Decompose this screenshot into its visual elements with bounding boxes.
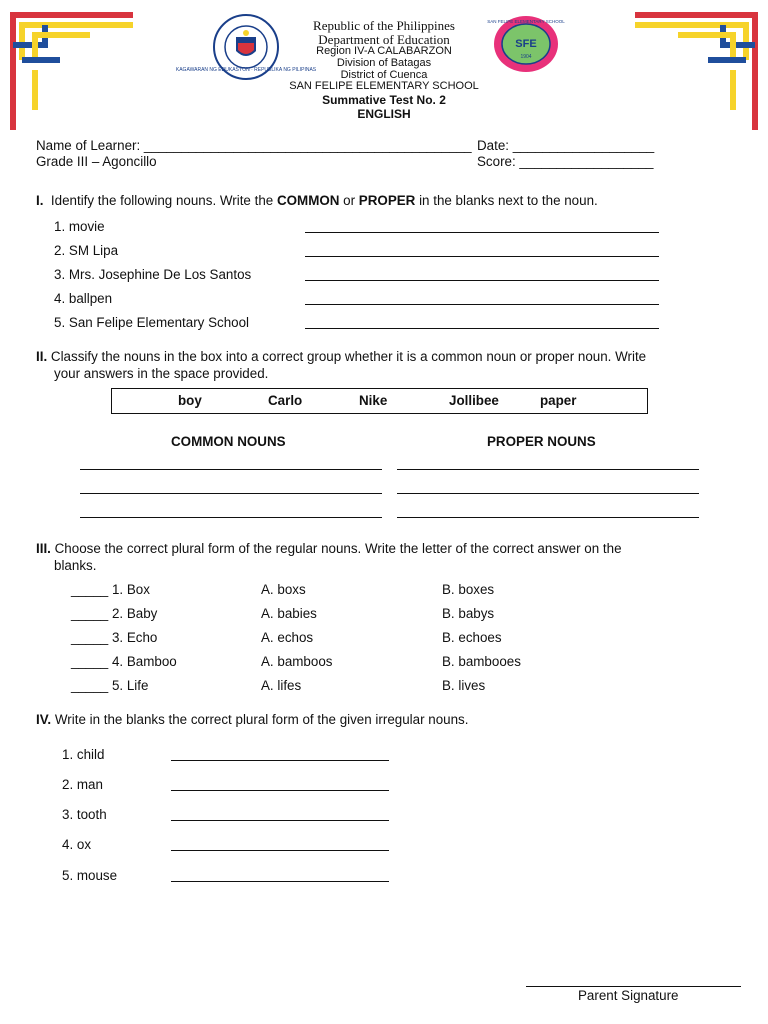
part3-question: _____ 4. Bamboo bbox=[71, 654, 177, 669]
test-title: Summative Test No. 2 bbox=[322, 93, 446, 107]
header-school: SAN FELIPE ELEMENTARY SCHOOL bbox=[289, 80, 479, 92]
part4-item: 4. ox bbox=[62, 837, 92, 852]
school-seal-year: 1904 bbox=[520, 54, 532, 60]
part1-item: 3. Mrs. Josephine De Los Santos bbox=[54, 267, 252, 282]
answer-blank[interactable] bbox=[171, 850, 389, 851]
common-nouns-header: COMMON NOUNS bbox=[171, 434, 286, 449]
word-box-item: Nike bbox=[359, 393, 388, 408]
part3-option-b: B. lives bbox=[442, 678, 486, 693]
header-division: Division of Batagas bbox=[336, 57, 432, 69]
answer-blank[interactable] bbox=[171, 881, 389, 882]
part3-option-a: A. lifes bbox=[261, 678, 302, 693]
part3-question: _____ 5. Life bbox=[71, 678, 149, 693]
part3-option-a: A. babies bbox=[261, 606, 317, 621]
word-box-item: Carlo bbox=[268, 393, 303, 408]
school-seal-text: SAN FELIPE ELEMENTARY SCHOOL bbox=[487, 19, 565, 24]
answer-blank[interactable] bbox=[171, 760, 389, 761]
part3-option-a: A. boxs bbox=[261, 582, 306, 597]
proper-answer-blank[interactable] bbox=[397, 517, 699, 518]
answer-blank[interactable] bbox=[171, 790, 389, 791]
word-box-item: paper bbox=[540, 393, 577, 408]
answer-blank[interactable] bbox=[305, 256, 659, 257]
part3-option-b: B. boxes bbox=[442, 582, 495, 597]
part3-instruction-line2: blanks. bbox=[54, 558, 97, 573]
deped-seal-text: KAGAWARAN NG EDUKASYON · REPUBLIKA NG PILIPINAS bbox=[175, 67, 317, 73]
part3-option-b: B. babys bbox=[442, 606, 495, 621]
part1-item: 2. SM Lipa bbox=[54, 243, 119, 258]
date-field: Date: ___________________ bbox=[477, 138, 655, 153]
header-republic: Republic of the Philippines bbox=[313, 18, 455, 33]
part3-option-b: B. bambooes bbox=[442, 654, 521, 669]
answer-blank[interactable] bbox=[171, 820, 389, 821]
part2-instruction-line2: your answers in the space provided. bbox=[54, 366, 269, 381]
school-seal-monogram: SFE bbox=[515, 38, 537, 50]
common-answer-blank[interactable] bbox=[80, 493, 382, 494]
word-box-item: boy bbox=[178, 393, 202, 408]
part3-option-a: A. echos bbox=[261, 630, 314, 645]
proper-nouns-header: PROPER NOUNS bbox=[487, 434, 596, 449]
proper-answer-blank[interactable] bbox=[397, 493, 699, 494]
parent-signature-label: Parent Signature bbox=[578, 988, 679, 1003]
subject-title: ENGLISH bbox=[357, 107, 411, 121]
part3-question: _____ 1. Box bbox=[71, 582, 150, 597]
part3-question: _____ 2. Baby bbox=[71, 606, 158, 621]
answer-blank[interactable] bbox=[305, 232, 659, 233]
header-region: Region IV-A CALABARZON bbox=[316, 45, 452, 57]
part1-item: 1. movie bbox=[54, 219, 105, 234]
word-box-item: Jollibee bbox=[449, 393, 499, 408]
part3-instruction-line1: III. Choose the correct plural form of the regular nouns. Write the letter of the correct answer on the bbox=[36, 541, 622, 556]
common-answer-blank[interactable] bbox=[80, 517, 382, 518]
part3-option-a: A. bamboos bbox=[261, 654, 333, 669]
part4-instruction: IV. Write in the blanks the correct plural form of the given irregular nouns. bbox=[36, 712, 469, 727]
part3-question: _____ 3. Echo bbox=[71, 630, 158, 645]
signature-line[interactable] bbox=[526, 986, 741, 987]
part4-item: 1. child bbox=[62, 747, 105, 762]
score-field: Score: __________________ bbox=[477, 154, 654, 169]
common-answer-blank[interactable] bbox=[80, 469, 382, 470]
part1-instruction: I. Identify the following nouns. Write the COMMON or PROPER in the blanks next to the noun. bbox=[36, 193, 598, 208]
part3-option-b: B. echoes bbox=[442, 630, 502, 645]
grade-section: Grade III – Agoncillo bbox=[36, 154, 157, 169]
answer-blank[interactable] bbox=[305, 280, 659, 281]
header-district: District of Cuenca bbox=[340, 69, 428, 81]
header-department: Department of Education bbox=[318, 32, 450, 47]
part1-item: 5. San Felipe Elementary School bbox=[54, 315, 250, 330]
part4-item: 5. mouse bbox=[62, 868, 118, 883]
part4-item: 3. tooth bbox=[62, 807, 107, 822]
part1-item: 4. ballpen bbox=[54, 291, 113, 306]
part4-item: 2. man bbox=[62, 777, 103, 792]
part2-instruction-line1: II. Classify the nouns in the box into a correct group whether it is a common noun or proper noun. Write bbox=[36, 349, 647, 364]
part1-numeral: I. bbox=[36, 193, 44, 208]
learner-name-field: Name of Learner: ____________________________________________ bbox=[36, 138, 472, 153]
proper-answer-blank[interactable] bbox=[397, 469, 699, 470]
answer-blank[interactable] bbox=[305, 304, 659, 305]
answer-blank[interactable] bbox=[305, 328, 659, 329]
